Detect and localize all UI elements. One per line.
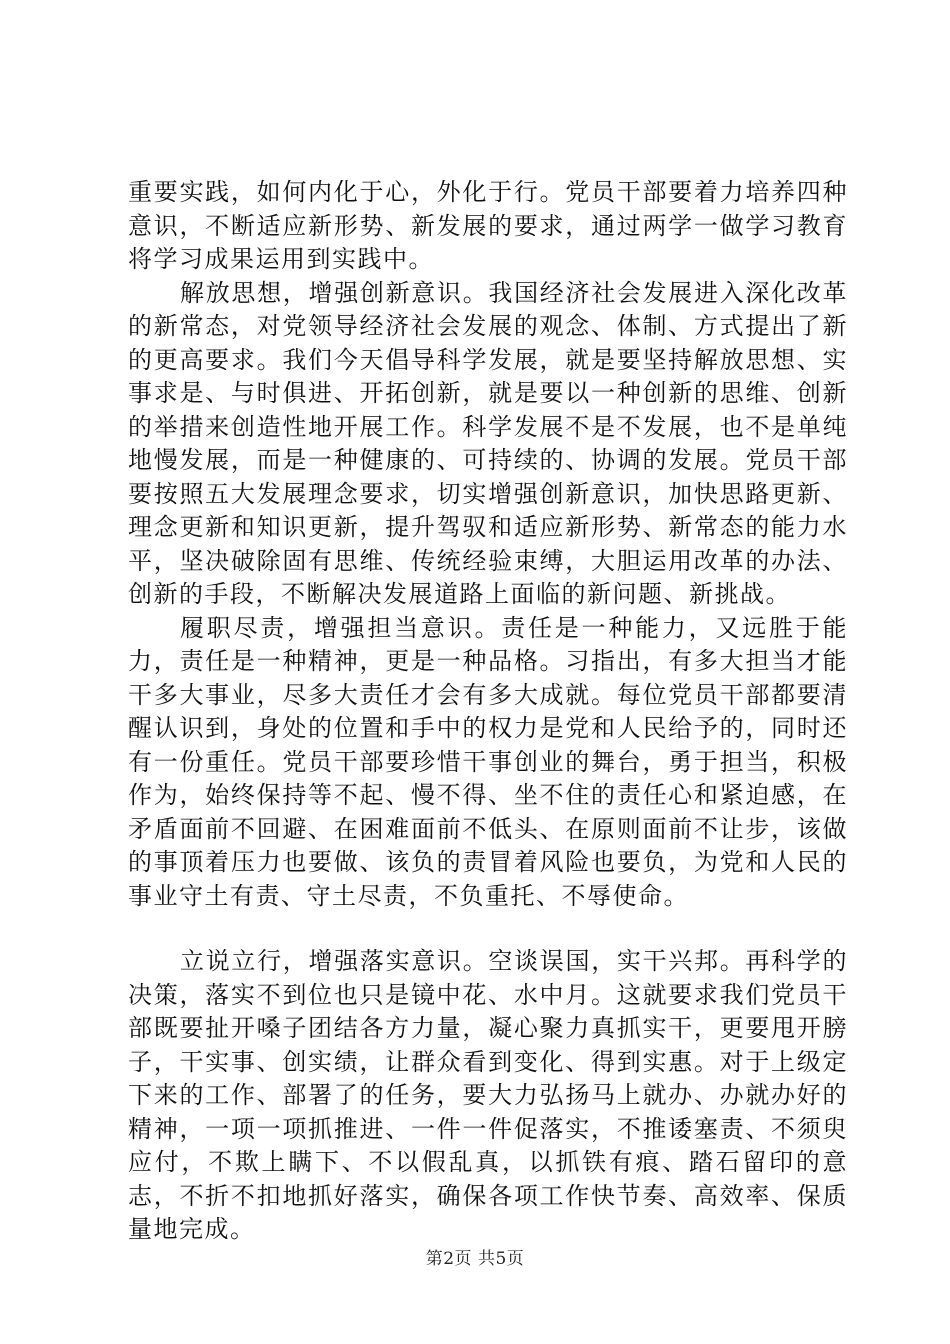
- paragraph-implementation: 立说立行，增强落实意识。空谈误国，实干兴邦。再科学的决策，落实不到位也只是镜中花、水中月。这就要求我们党员干部既要扯开嗓子团结各方力量，凝心聚力真抓实干，更要甩开膀子，干实事、创实绩，让群众看到变化、得到实惠。对于上级定下来的工作、部署了的任务，要大力弘扬马上就办、办就办好的精神，一项一项抓推进、一件一件促落实，不推诿塞责、不须臾应付，不欺上瞒下、不以假乱真，以抓铁有痕、踏石留印的意志，不折不扣地抓好落实，确保各项工作快节奏、高效率、保质量地完成。: [128, 947, 848, 1243]
- paragraph-continuation: 重要实践，如何内化于心，外化于行。党员干部要着力培养四种意识，不断适应新形势、新发展的要求，通过两学一做学习教育将学习成果运用到实践中。: [128, 178, 848, 273]
- paragraph-innovation: 解放思想，增强创新意识。我国经济社会发展进入深化改革的新常态，对党领导经济社会发展的观念、体制、方式提出了新的更高要求。我们今天倡导科学发展，就是要坚持解放思想、实事求是、与时俱进、开拓创新，就是要以一种创新的思维、创新的举措来创造性地开展工作。科学发展不是不发展，也不是单纯地慢发展，而是一种健康的、可持续的、协调的发展。党员干部要按照五大发展理念要求，切实增强创新意识，加快思路更新、理念更新和知识更新，提升驾驭和适应新形势、新常态的能力水平，坚决破除固有思维、传统经验束缚，大胆运用改革的办法、创新的手段，不断解决发展道路上面临的新问题、新挑战。: [128, 278, 848, 608]
- page-number-footer: 第2页 共5页: [425, 1249, 525, 1269]
- document-body: [128, 176, 848, 1247]
- paragraph-responsibility: 履职尽责，增强担当意识。责任是一种能力，又远胜于能力，责任是一种精神，更是一种品格。习指出，有多大担当才能干多大事业，尽多大责任才会有多大成就。每位党员干部都要清醒认识到，身处的位置和手中的权力是党和人民给予的，同时还有一份重任。党员干部要珍惜干事创业的舞台，勇于担当，积极作为，始终保持等不起、慢不得、坐不住的责任心和紧迫感，在矛盾面前不回避、在困难面前不低头、在原则面前不让步，该做的事顶着压力也要做、该负的责冒着风险也要负，为党和人民的事业守土有责、守土尽责，不负重托、不辱使命。: [128, 613, 848, 910]
